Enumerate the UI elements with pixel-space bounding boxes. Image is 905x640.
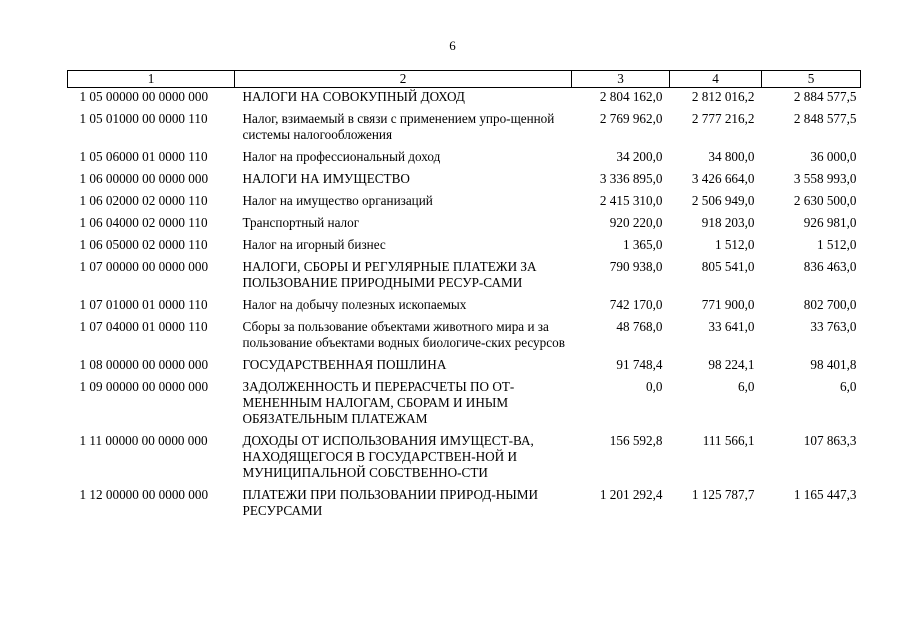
row-value-col4: 6,0 <box>738 379 755 394</box>
row-value-col5: 6,0 <box>840 379 857 394</box>
row-value-col5: 2 884 577,5 <box>793 89 857 104</box>
table-row <box>68 146 861 168</box>
row-value-col5: 33 763,0 <box>810 319 857 334</box>
row-value-col5: 1 512,0 <box>816 237 857 252</box>
header-row <box>68 71 861 88</box>
row-value-col5: 2 630 500,0 <box>793 193 857 208</box>
row-code: 1 06 04000 02 0000 110 <box>79 215 208 230</box>
row-code: 1 06 00000 00 0000 000 <box>79 171 209 186</box>
table-row <box>68 212 861 234</box>
row-value-col4: 2 506 949,0 <box>691 193 755 208</box>
row-value-col5: 98 401,8 <box>810 357 857 372</box>
row-value-col3: 0,0 <box>646 379 663 394</box>
table-header <box>68 71 861 88</box>
row-code: 1 11 00000 00 0000 000 <box>79 433 208 448</box>
table-row <box>68 234 861 256</box>
table-row <box>68 294 861 316</box>
row-code: 1 12 00000 00 0000 000 <box>79 487 209 502</box>
row-value-col4: 3 426 664,0 <box>691 171 755 186</box>
table-row <box>68 108 861 146</box>
row-value-col3: 48 768,0 <box>616 319 663 334</box>
column-header-code: 1 <box>68 71 235 88</box>
table-row <box>68 168 861 190</box>
row-value-col3: 34 200,0 <box>616 149 663 164</box>
column-header-name: 2 <box>235 71 572 88</box>
row-name: Налог на добычу полезных ископаемых <box>242 297 467 312</box>
row-value-col4: 2 777 216,2 <box>691 111 755 126</box>
column-header-col5: 5 <box>762 71 861 88</box>
row-value-col3: 91 748,4 <box>616 357 663 372</box>
row-name: Сборы за пользование объектами животного мира и за пользование объектами водных биологиче-ских ресурсов <box>242 319 565 350</box>
row-value-col4: 2 812 016,2 <box>691 89 755 104</box>
row-name: Налог на имущество организаций <box>242 193 433 208</box>
row-name: Налог, взимаемый в связи с применением упро-щенной системы налогообложения <box>242 111 555 142</box>
row-value-col5: 3 558 993,0 <box>793 171 857 186</box>
page-number: 6 <box>449 38 456 53</box>
row-value-col4: 34 800,0 <box>708 149 755 164</box>
row-code: 1 05 06000 01 0000 110 <box>79 149 208 164</box>
column-header-col3: 3 <box>572 71 670 88</box>
row-name: ГОСУДАРСТВЕННАЯ ПОШЛИНА <box>242 357 447 372</box>
column-header-col4: 4 <box>670 71 762 88</box>
row-value-col5: 107 863,3 <box>803 433 857 448</box>
row-code: 1 07 04000 01 0000 110 <box>79 319 208 334</box>
row-value-col3: 742 170,0 <box>609 297 663 312</box>
row-code: 1 06 02000 02 0000 110 <box>79 193 208 208</box>
table-row <box>68 430 861 484</box>
table-row <box>68 88 861 109</box>
row-code: 1 07 01000 01 0000 110 <box>79 297 208 312</box>
row-code: 1 08 00000 00 0000 000 <box>79 357 209 372</box>
row-code: 1 06 05000 02 0000 110 <box>79 237 208 252</box>
row-value-col3: 3 336 895,0 <box>599 171 663 186</box>
row-value-col5: 1 165 447,3 <box>793 487 857 502</box>
row-value-col3: 920 220,0 <box>609 215 663 230</box>
row-value-col5: 802 700,0 <box>803 297 857 312</box>
row-value-col3: 790 938,0 <box>609 259 663 274</box>
row-code: 1 07 00000 00 0000 000 <box>79 259 209 274</box>
row-value-col5: 926 981,0 <box>803 215 857 230</box>
row-value-col4: 805 541,0 <box>701 259 755 274</box>
table-row <box>68 354 861 376</box>
table-row <box>68 484 861 522</box>
row-value-col3: 1 201 292,4 <box>599 487 663 502</box>
row-code: 1 05 00000 00 0000 000 <box>79 89 209 104</box>
table-row <box>68 190 861 212</box>
row-value-col4: 33 641,0 <box>708 319 755 334</box>
table-row <box>68 376 861 430</box>
row-value-col3: 156 592,8 <box>609 433 663 448</box>
row-value-col4: 771 900,0 <box>701 297 755 312</box>
row-name: Налог на игорный бизнес <box>242 237 386 252</box>
table-body <box>68 88 861 523</box>
row-value-col5: 836 463,0 <box>803 259 857 274</box>
row-name: ДОХОДЫ ОТ ИСПОЛЬЗОВАНИЯ ИМУЩЕСТ-ВА, НАХОДЯЩЕГОСЯ В ГОСУДАРСТВЕН-НОЙ И МУНИЦИПАЛЬНОЙ СОБСТВЕННО-СТИ <box>242 433 534 480</box>
budget-revenue-table <box>67 70 861 522</box>
row-name: НАЛОГИ НА СОВОКУПНЫЙ ДОХОД <box>242 89 465 104</box>
row-value-col4: 1 512,0 <box>714 237 755 252</box>
row-value-col3: 2 769 962,0 <box>599 111 663 126</box>
row-value-col4: 918 203,0 <box>701 215 755 230</box>
row-name: НАЛОГИ, СБОРЫ И РЕГУЛЯРНЫЕ ПЛАТЕЖИ ЗА ПОЛЬЗОВАНИЕ ПРИРОДНЫМИ РЕСУР-САМИ <box>242 259 537 290</box>
row-code: 1 05 01000 00 0000 110 <box>79 111 208 126</box>
row-value-col3: 2 415 310,0 <box>599 193 663 208</box>
row-code: 1 09 00000 00 0000 000 <box>79 379 209 394</box>
row-value-col3: 2 804 162,0 <box>599 89 663 104</box>
row-name: Налог на профессиональный доход <box>242 149 441 164</box>
row-value-col3: 1 365,0 <box>622 237 663 252</box>
row-value-col5: 2 848 577,5 <box>793 111 857 126</box>
row-value-col4: 98 224,1 <box>708 357 755 372</box>
row-value-col5: 36 000,0 <box>810 149 857 164</box>
table-row <box>68 316 861 354</box>
row-value-col4: 111 566,1 <box>702 433 755 448</box>
table-row <box>68 256 861 294</box>
row-name: Транспортный налог <box>242 215 360 230</box>
row-value-col4: 1 125 787,7 <box>691 487 755 502</box>
row-name: НАЛОГИ НА ИМУЩЕСТВО <box>242 171 410 186</box>
row-name: ПЛАТЕЖИ ПРИ ПОЛЬЗОВАНИИ ПРИРОД-НЫМИ РЕСУРСАМИ <box>242 487 539 518</box>
row-name: ЗАДОЛЖЕННОСТЬ И ПЕРЕРАСЧЕТЫ ПО ОТ-МЕНЕННЫМ НАЛОГАМ, СБОРАМ И ИНЫМ ОБЯЗАТЕЛЬНЫМ ПЛАТЕЖАМ <box>242 379 515 426</box>
